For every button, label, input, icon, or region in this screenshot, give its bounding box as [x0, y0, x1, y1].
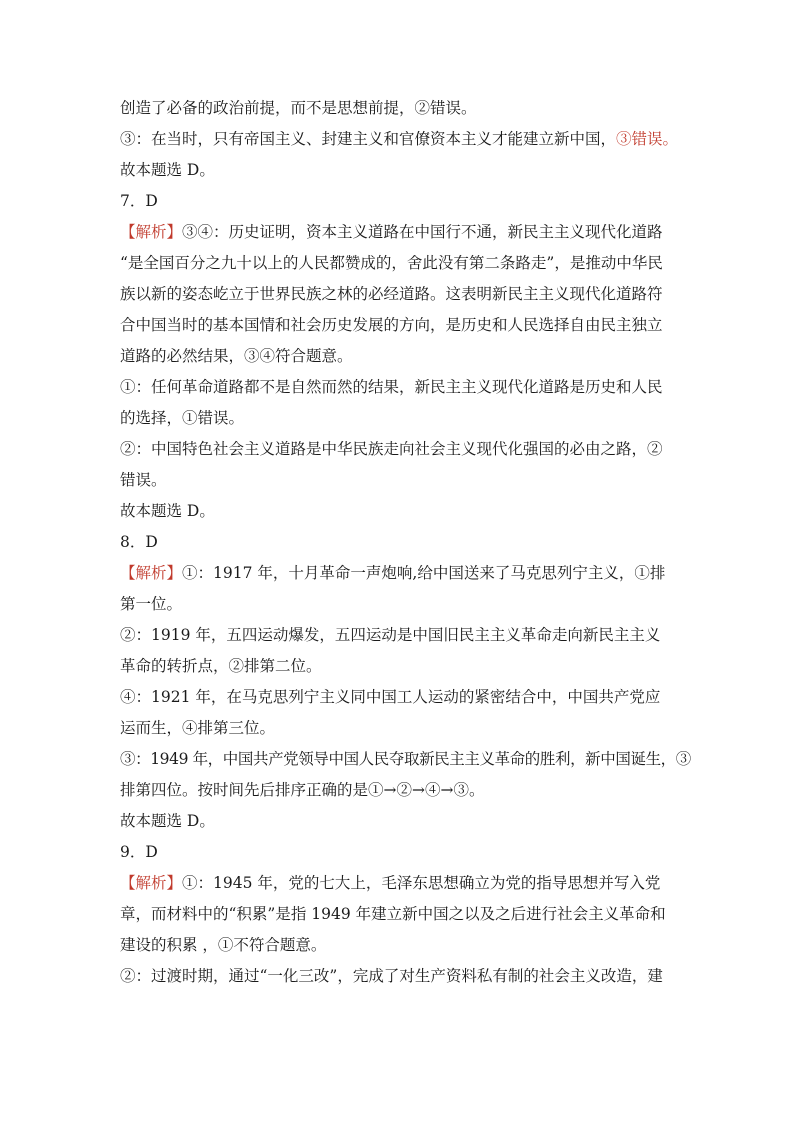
- text-line: “是全国百分之九十以上的人民都赞成的，舍此没有第二条路走”，是推动中华民: [120, 254, 663, 272]
- answer-text-body: [120, 93, 691, 992]
- text-line: ①：任何革命道路都不是自然而然的结果，新民主主义现代化道路是历史和人民: [120, 378, 663, 396]
- text-line: 【解析】①：1945 年，党的七大上，毛泽东思想确立为党的指导思想并写入党: [120, 874, 661, 892]
- wrong-mark: ③错误。: [616, 130, 679, 148]
- question-number: 9．D: [120, 843, 158, 861]
- text-line: 的选择，①错误。: [120, 409, 245, 427]
- text-line: ②：1919 年，五四运动爆发，五四运动是中国旧民主主义革命走向新民主主义: [120, 626, 661, 644]
- text-line: 错误。: [120, 471, 167, 489]
- text-line: 第一位。: [120, 595, 183, 613]
- analysis-tag: 【解析】: [120, 564, 183, 582]
- text-line: 故本题选 D。: [120, 161, 215, 179]
- text-line: 革命的转折点，②排第二位。: [120, 657, 322, 675]
- text-line: ④：1921 年，在马克思列宁主义同中国工人运动的紧密结合中，中国共产党应: [120, 688, 661, 706]
- text-line: 排第四位。按时间先后排序正确的是①→②→④→③。: [120, 781, 485, 799]
- question-number: 8．D: [120, 533, 158, 551]
- text-line: 故本题选 D。: [120, 812, 215, 830]
- text-line: 族以新的姿态屹立于世界民族之林的必经道路。这表明新民主主义现代化道路符: [120, 285, 663, 303]
- text-line: 建设的积累 ，①不符合题意。: [120, 936, 327, 954]
- question-number: 7．D: [120, 192, 158, 210]
- text-line: 运而生，④排第三位。: [120, 719, 276, 737]
- text-line: 道路的必然结果，③④符合题意。: [120, 347, 353, 365]
- text-line: 【解析】③④：历史证明，资本主义道路在中国行不通，新民主主义现代化道路: [120, 223, 663, 241]
- text-line: ③：1949 年，中国共产党领导中国人民夺取新民主主义革命的胜利，新中国诞生，③: [120, 750, 691, 768]
- text-line: 创造了必备的政治前提，而不是思想前提，②错误。: [120, 99, 477, 117]
- analysis-tag: 【解析】: [120, 223, 183, 241]
- analysis-tag: 【解析】: [120, 874, 183, 892]
- text-line: 【解析】①：1917 年，十月革命一声炮响,给中国送来了马克思列宁主义，①排: [120, 564, 666, 582]
- text-line: 故本题选 D。: [120, 502, 215, 520]
- text-line: ②：中国特色社会主义道路是中华民族走向社会主义现代化强国的必由之路，②: [120, 440, 663, 458]
- text-line: ②：过渡时期，通过“一化三改”，完成了对生产资料私有制的社会主义改造，建: [120, 967, 663, 985]
- text-line: 章，而材料中的“积累”是指 1949 年建立新中国之以及之后进行社会主义革命和: [120, 905, 666, 923]
- text-line: 合中国当时的基本国情和社会历史发展的方向，是历史和人民选择自由民主独立: [120, 316, 663, 334]
- text-line: ③：在当时，只有帝国主义、封建主义和官僚资本主义才能建立新中国，③错误。: [120, 130, 679, 148]
